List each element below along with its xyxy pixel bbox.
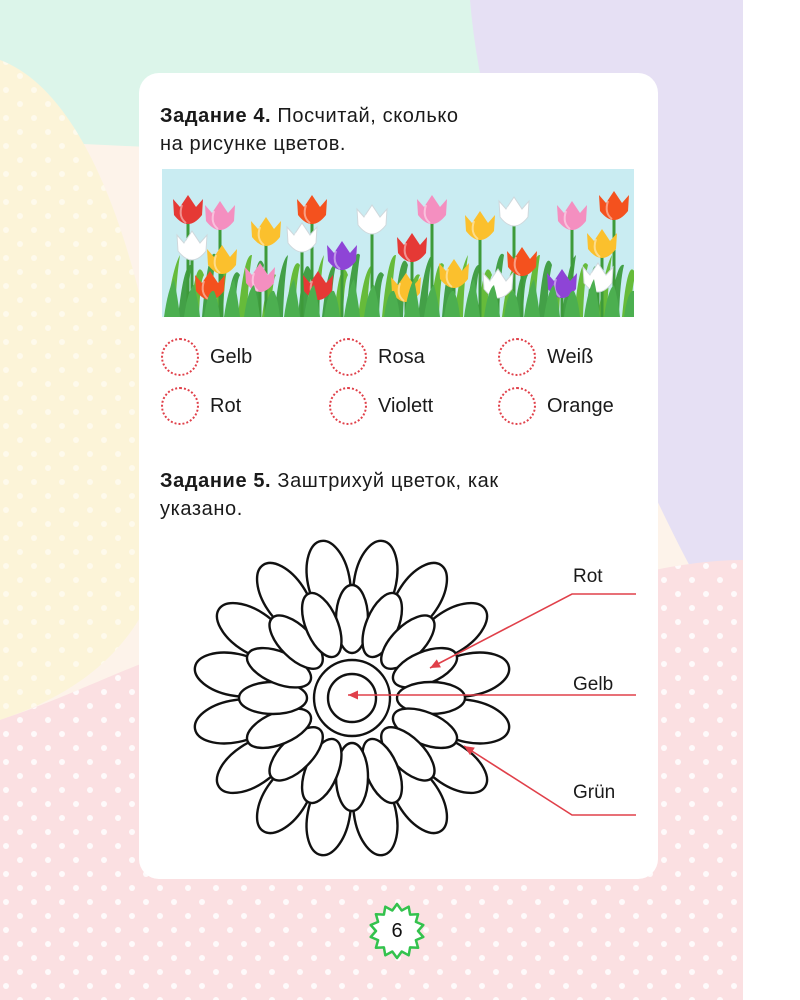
flower-label-center: Gelb [573, 674, 614, 695]
tulip-field-illustration [162, 169, 634, 317]
option-label: Gelb [210, 345, 253, 368]
answer-circle[interactable] [161, 338, 199, 376]
answer-circle[interactable] [329, 338, 367, 376]
option-label: Rosa [378, 345, 425, 368]
answer-circle[interactable] [329, 387, 367, 425]
task-4-heading [160, 102, 630, 158]
task-5-number: Задание 5. [160, 470, 272, 492]
count-option-orange [498, 387, 614, 425]
answer-circle[interactable] [161, 387, 199, 425]
count-option-violett [329, 387, 433, 425]
task-4-text: Посчитай, сколько [277, 105, 459, 127]
option-label: Rot [210, 394, 242, 417]
count-option-rot [161, 387, 241, 425]
task-4-number: Задание 4. [160, 105, 272, 127]
option-label: Weiß [547, 345, 594, 368]
task-4-text-line2: на рисунке цветов. [160, 133, 347, 155]
task-5-heading [160, 467, 630, 523]
answer-circle[interactable] [498, 338, 536, 376]
page-number: 6 [391, 919, 403, 942]
answer-circle[interactable] [498, 387, 536, 425]
option-label: Violett [378, 394, 434, 417]
task-5-text-line2: указано. [160, 498, 243, 520]
task-5-text: Заштрихуй цветок, как [277, 470, 499, 492]
count-option-rosa [329, 338, 425, 376]
count-option-weiss [498, 338, 593, 376]
flower-label-middle-petals: Grün [573, 782, 616, 803]
count-option-gelb [161, 338, 252, 376]
flower-label-outer-petals: Rot [573, 566, 603, 587]
option-label: Orange [547, 394, 614, 417]
